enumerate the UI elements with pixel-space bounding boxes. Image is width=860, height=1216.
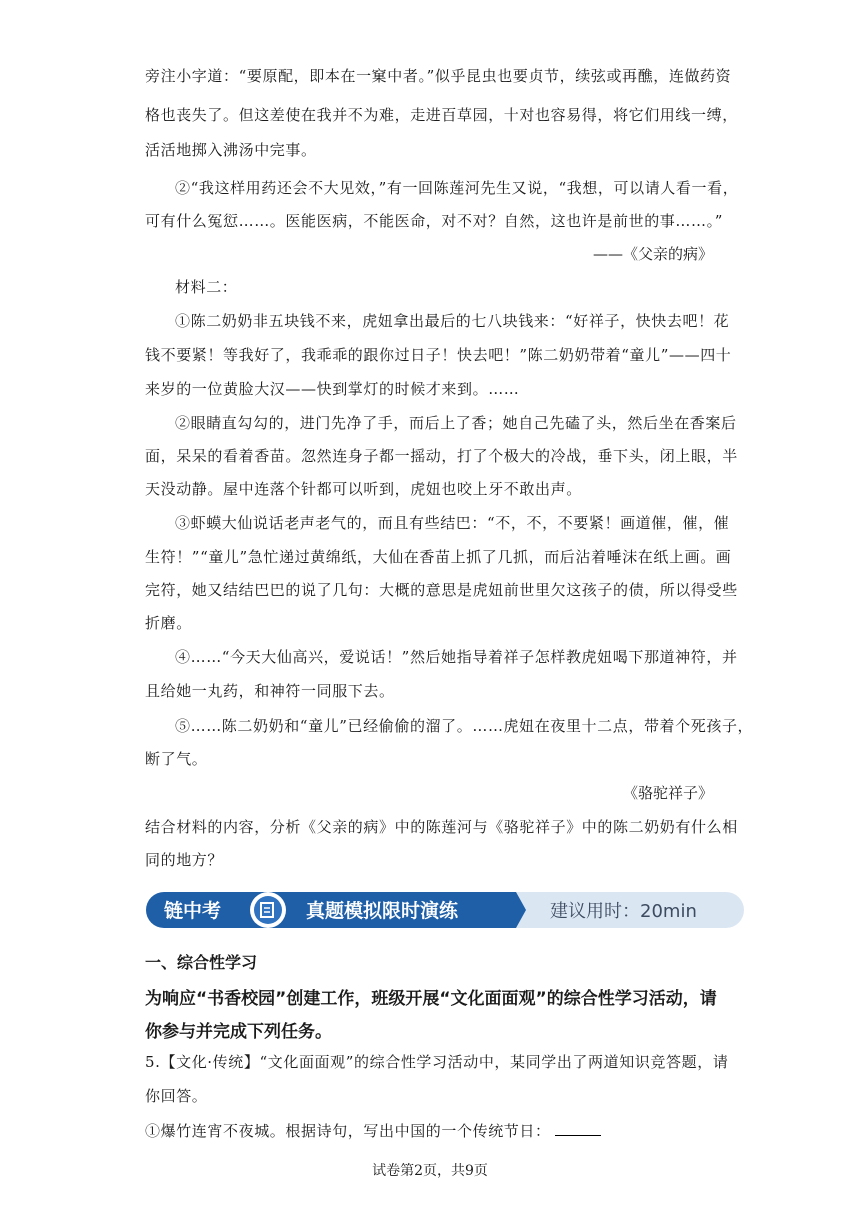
text-line: 且给她一丸药，和神符一同服下去。: [145, 682, 395, 700]
source-citation: ——《父亲的病》: [592, 245, 713, 263]
text-line: ④……“今天大仙高兴，爱说话！”然后她指导着祥子怎样教虎妞喝下那道神符，并: [175, 648, 738, 666]
material-label: 材料二：: [175, 278, 238, 296]
question-5: 5.【文化·传统】“文化面面观”的综合性学习活动中，某同学出了两道知识竞答题，请: [145, 1053, 729, 1071]
text-line: 面，呆呆的看着香苗。忽然连身子都一摇动，打了个极大的冷战，垂下头，闭上眼，半: [145, 447, 738, 465]
banner-time: 建议用时：20min: [550, 901, 697, 922]
source-citation: 《骆驼祥子》: [622, 784, 713, 802]
text-line: 折磨。: [145, 614, 192, 632]
text-line: 来岁的一位黄脸大汉——快到掌灯的时候才来到。……: [145, 380, 520, 398]
text-line: 钱不要紧！等我好了，我乖乖的跟你过日子！快去吧！”陈二奶奶带着“童儿”——四十: [145, 346, 732, 364]
question-5-item: [145, 1121, 720, 1141]
page-footer: 试卷第2页，共9页: [372, 1163, 488, 1179]
text-line: 断了气。: [145, 750, 208, 768]
banner-left-label: 链中考: [164, 900, 222, 922]
section-heading: 一、综合性学习: [145, 953, 258, 972]
task-intro: 为响应“书香校园”创建工作，班级开展“文化面面观”的综合性学习活动，请: [145, 989, 717, 1009]
question-5: 你回答。: [145, 1087, 208, 1105]
text-line: 生符！”“童儿”急忙递过黄绵纸，大仙在香苗上抓了几抓，而后沾着唾沫在纸上画。画: [145, 548, 732, 566]
task-intro: 你参与并完成下列任务。: [145, 1022, 332, 1042]
question-text: 结合材料的内容，分析《父亲的病》中的陈莲河与《骆驼祥子》中的陈二奶奶有什么相: [145, 818, 738, 836]
section-banner: [146, 890, 746, 930]
text-line: 活活地掷入沸汤中完事。: [145, 141, 317, 159]
answer-blank[interactable]: [555, 1121, 601, 1136]
text-line: 可有什么冤愆……。医能医病，不能医命，对不对？自然，这也许是前世的事……。”: [145, 212, 723, 230]
text-line: ⑤……陈二奶奶和“童儿”已经偷偷的溜了。……虎妞在夜里十二点，带着个死孩子，: [175, 717, 754, 735]
question-text: 同的地方？: [145, 851, 224, 869]
text-line: 旁注小字道：“要原配，即本在一窠中者。”似乎昆虫也要贞节，续弦或再醮，连做药资: [145, 67, 732, 85]
text-line: 格也丧失了。但这差使在我并不为难，走进百草园，十对也容易得，将它们用线一缚，: [145, 106, 738, 124]
banner-title: 真题模拟限时演练: [306, 900, 459, 922]
text-line: ③虾蟆大仙说话老声老气的，而且有些结巴：“不，不，不要紧！画道催，催，催: [175, 514, 730, 532]
text-line: ②眼睛直勾勾的，进门先净了手，而后上了香；她自己先磕了头，然后坐在香案后: [175, 414, 737, 432]
question-5-item-text: ①爆竹连宵不夜城。根据诗句，写出中国的一个传统节日：: [145, 1122, 551, 1140]
text-line: 完符，她又结结巴巴的说了几句：大概的意思是虎妞前世里欠这孩子的债，所以得受些: [145, 581, 738, 599]
text-line: ①陈二奶奶非五块钱不来，虎妞拿出最后的七八块钱来：“好祥子，快快去吧！花: [175, 312, 730, 330]
text-line: ②“我这样用药还会不大见效，”有一回陈莲河先生又说，“我想，可以请人看一看，: [175, 179, 739, 197]
text-line: 天没动静。屋中连落个针都可以听到，虎妞也咬上牙不敢出声。: [145, 480, 582, 498]
